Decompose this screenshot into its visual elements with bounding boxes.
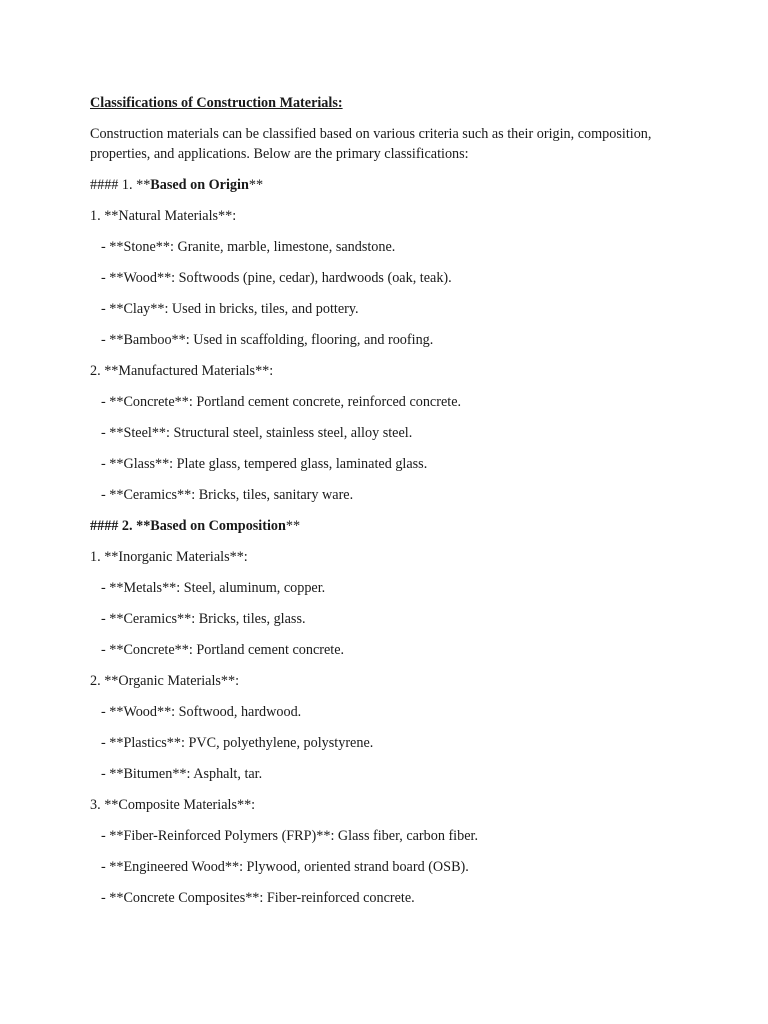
bullet-item: - **Metals**: Steel, aluminum, copper. (101, 580, 326, 596)
document-page (90, 93, 710, 919)
bullet-item: - **Glass**: Plate glass, tempered glass, laminated glass. (101, 456, 428, 472)
list-item: 2. **Organic Materials**: (90, 673, 240, 689)
list-item: 2. **Manufactured Materials**: (90, 363, 274, 379)
heading-prefix: #### 2. ** (90, 518, 151, 534)
heading-text: Based on Composition (150, 518, 286, 534)
section-composition (90, 516, 710, 908)
section-heading (90, 175, 710, 195)
list-item: 3. **Composite Materials**: (90, 797, 256, 813)
bullet-item: - **Fiber-Reinforced Polymers (FRP)**: Glass fiber, carbon fiber. (101, 828, 479, 844)
bullet-item: - **Ceramics**: Bricks, tiles, glass. (101, 611, 306, 627)
heading-suffix: ** (248, 177, 264, 193)
section-origin (90, 175, 710, 505)
bullet-item: - **Plastics**: PVC, polyethylene, polystyrene. (101, 735, 374, 751)
heading-text: Based on Origin (150, 177, 249, 193)
list-item: 1. **Natural Materials**: (90, 208, 237, 224)
section-heading (90, 516, 710, 536)
bullet-item: - **Concrete Composites**: Fiber-reinforced concrete. (101, 890, 415, 906)
bullet-item: - **Wood**: Softwoods (pine, cedar), hardwoods (oak, teak). (101, 270, 452, 286)
document-title: Classifications of Construction Materials: (90, 95, 343, 111)
bullet-item: - **Stone**: Granite, marble, limestone, sandstone. (101, 239, 396, 255)
bullet-item: - **Concrete**: Portland cement concrete, reinforced concrete. (101, 394, 462, 410)
bullet-item: - **Concrete**: Portland cement concrete. (101, 642, 345, 658)
intro-paragraph: Construction materials can be classified based on various criteria such as their origin, composition, properties, and applications. Below are the primary classifications: (90, 126, 652, 162)
list-item: 1. **Inorganic Materials**: (90, 549, 248, 565)
bullet-item: - **Engineered Wood**: Plywood, oriented strand board (OSB). (101, 859, 469, 875)
bullet-item: - **Bamboo**: Used in scaffolding, flooring, and roofing. (101, 332, 434, 348)
heading-suffix: ** (285, 518, 301, 534)
heading-prefix: #### 1. ** (90, 177, 151, 193)
bullet-item: - **Bitumen**: Asphalt, tar. (101, 766, 263, 782)
bullet-item: - **Clay**: Used in bricks, tiles, and pottery. (101, 301, 359, 317)
bullet-item: - **Steel**: Structural steel, stainless steel, alloy steel. (101, 425, 413, 441)
bullet-item: - **Ceramics**: Bricks, tiles, sanitary ware. (101, 487, 354, 503)
bullet-item: - **Wood**: Softwood, hardwood. (101, 704, 302, 720)
